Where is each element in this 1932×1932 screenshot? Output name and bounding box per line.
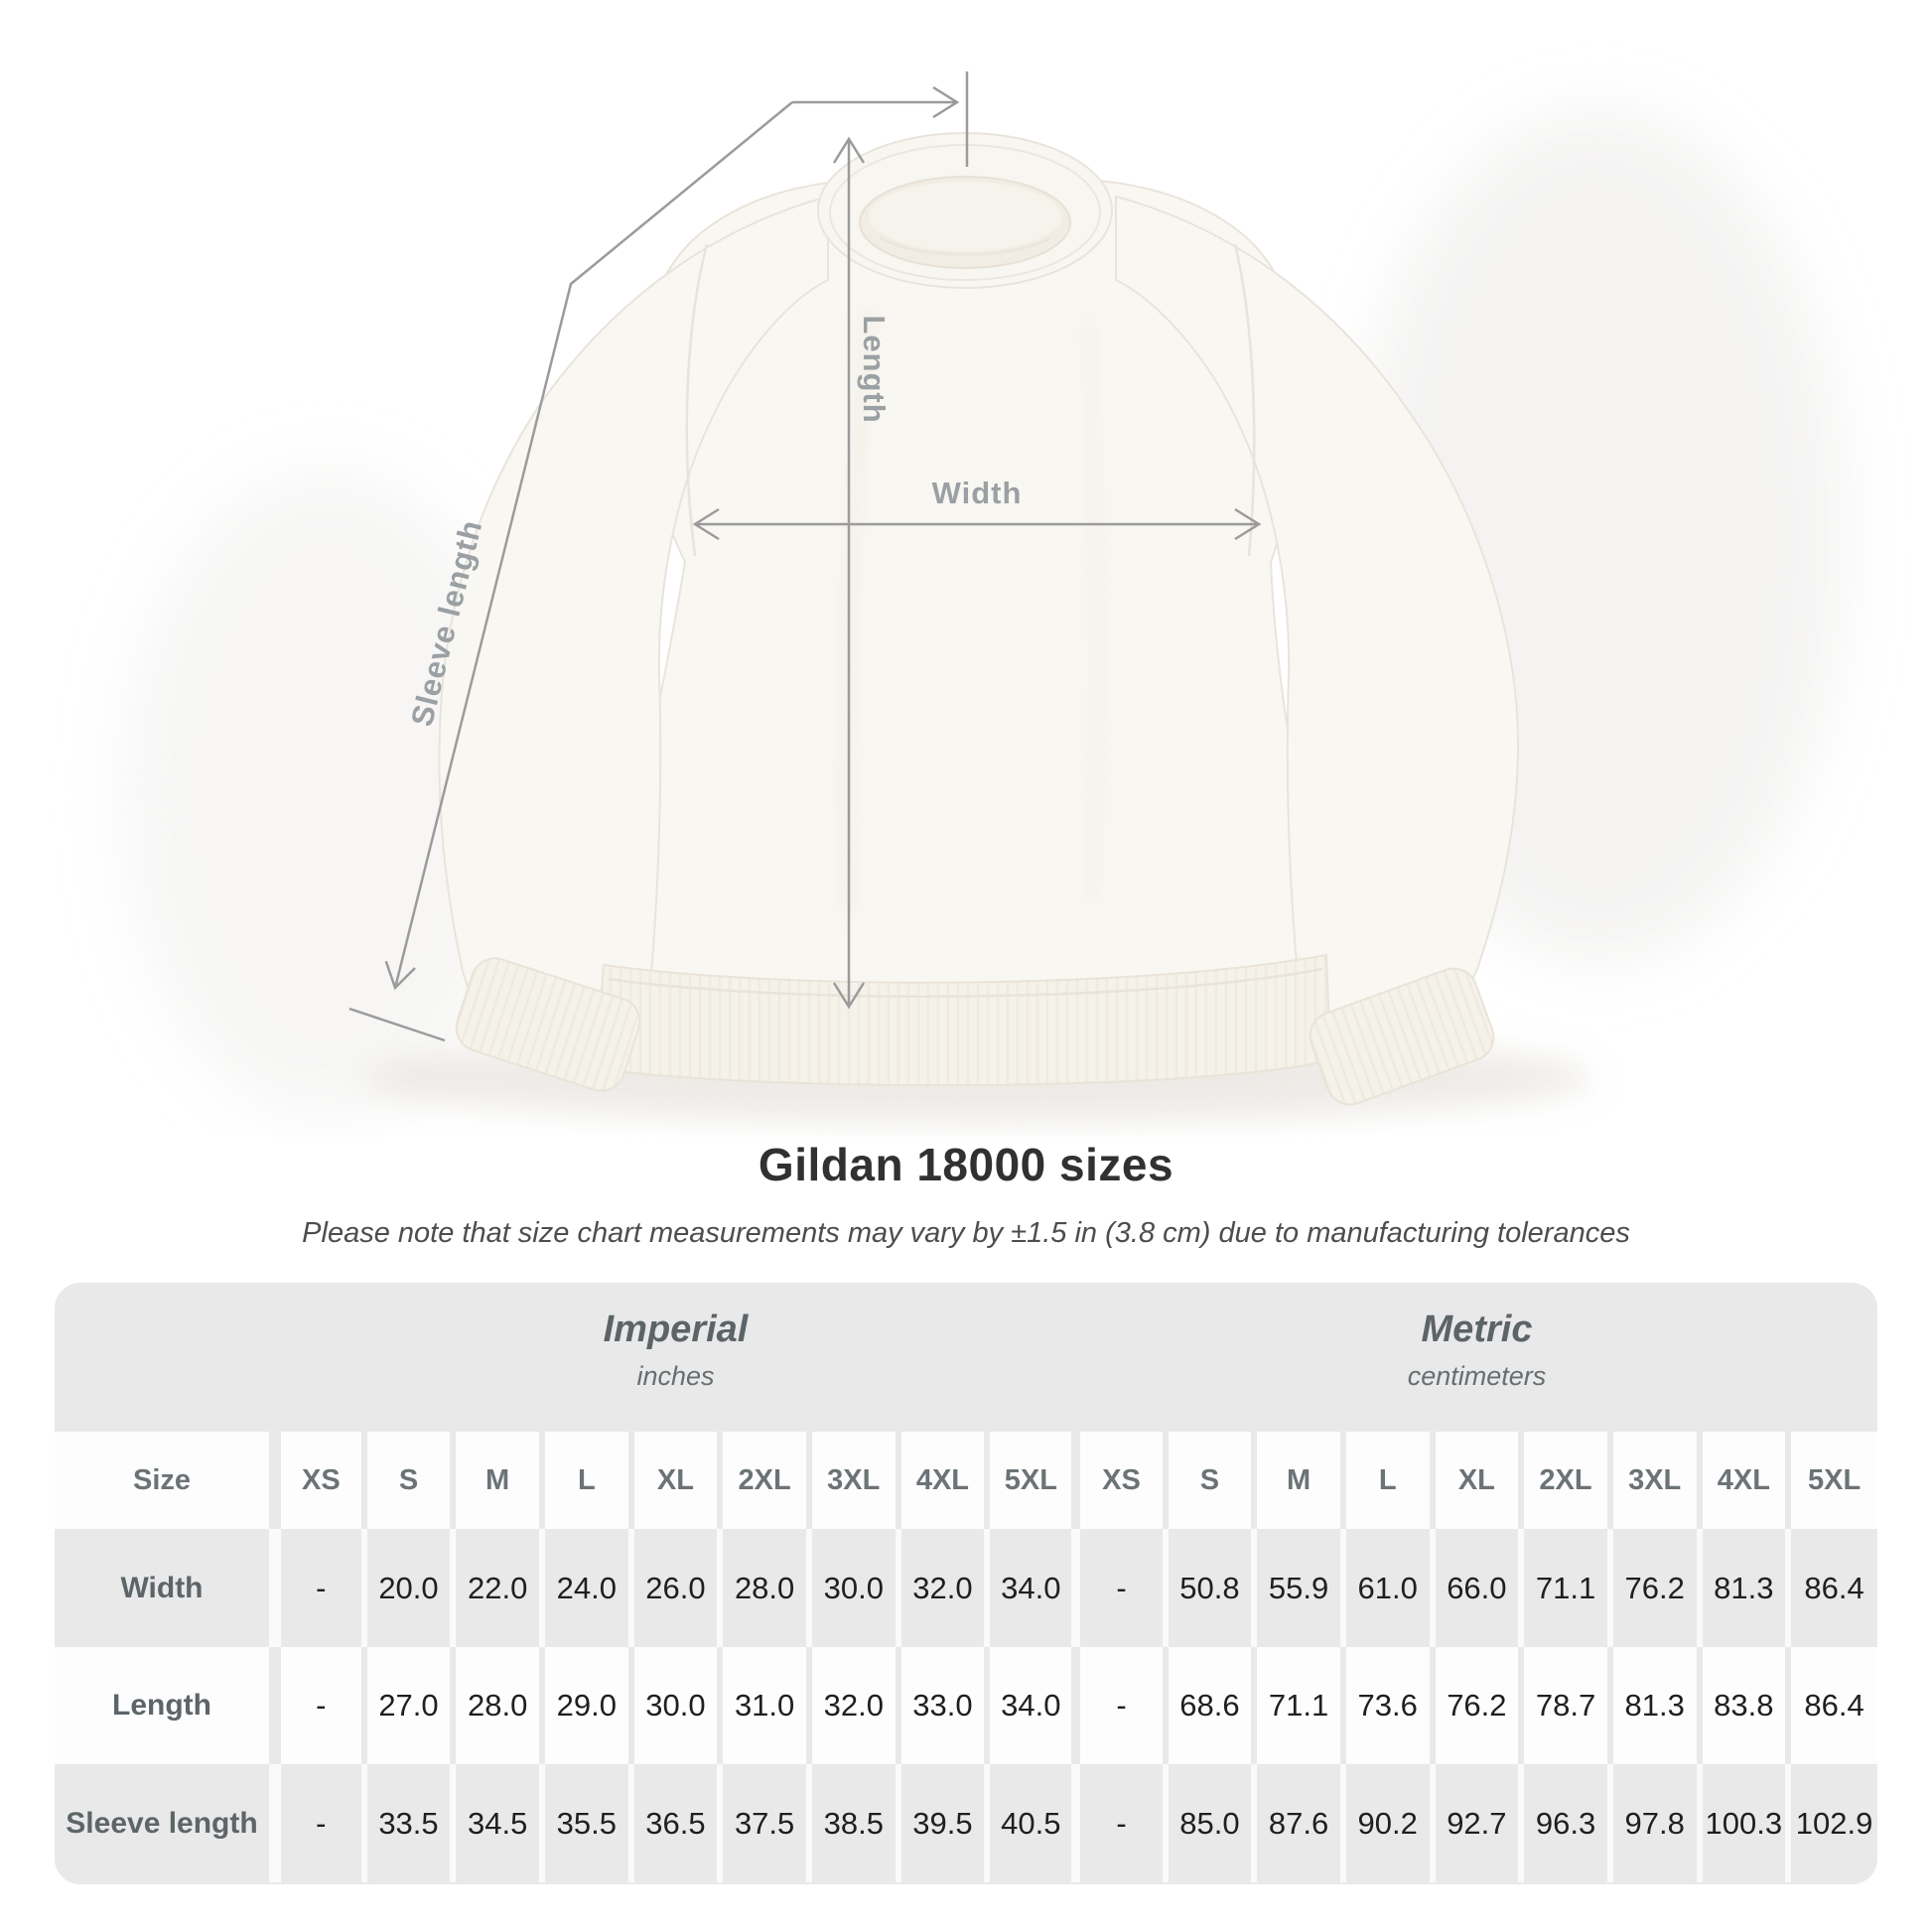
cell: 66.0 bbox=[1433, 1529, 1522, 1647]
imperial-section-header bbox=[275, 1283, 1076, 1432]
cell: 31.0 bbox=[720, 1647, 809, 1764]
metric-label: Metric bbox=[1421, 1309, 1533, 1350]
metric-size-header: M bbox=[1254, 1432, 1343, 1529]
cell: - bbox=[1076, 1647, 1166, 1764]
cell: 71.1 bbox=[1521, 1529, 1610, 1647]
imperial-size-header: L bbox=[542, 1432, 631, 1529]
table-row-sleeve-length bbox=[55, 1764, 1877, 1882]
cell: 76.2 bbox=[1610, 1529, 1700, 1647]
imperial-size-header: 4XL bbox=[898, 1432, 988, 1529]
cell: 86.4 bbox=[1788, 1647, 1877, 1764]
cell: 81.3 bbox=[1700, 1529, 1789, 1647]
cell: - bbox=[275, 1647, 364, 1764]
imperial-size-header: XL bbox=[631, 1432, 721, 1529]
cell: 87.6 bbox=[1254, 1764, 1343, 1882]
cell: 71.1 bbox=[1254, 1647, 1343, 1764]
cell: 28.0 bbox=[453, 1647, 542, 1764]
cell: 33.0 bbox=[898, 1647, 988, 1764]
cell: 85.0 bbox=[1166, 1764, 1255, 1882]
sleeve-length-label: Sleeve length bbox=[404, 515, 489, 730]
imperial-size-header: S bbox=[364, 1432, 454, 1529]
length-label: Length bbox=[856, 315, 892, 424]
cell: 32.0 bbox=[898, 1529, 988, 1647]
cell: 96.3 bbox=[1521, 1764, 1610, 1882]
cell: 32.0 bbox=[809, 1647, 898, 1764]
cell: 39.5 bbox=[898, 1764, 988, 1882]
cell: 36.5 bbox=[631, 1764, 721, 1882]
cell: 83.8 bbox=[1700, 1647, 1789, 1764]
cell: 76.2 bbox=[1433, 1647, 1522, 1764]
cell: 97.8 bbox=[1610, 1764, 1700, 1882]
cell: 27.0 bbox=[364, 1647, 454, 1764]
metric-size-header: L bbox=[1343, 1432, 1433, 1529]
imperial-label: Imperial bbox=[603, 1309, 749, 1350]
table-row-length bbox=[55, 1647, 1877, 1764]
cell: 28.0 bbox=[720, 1529, 809, 1647]
metric-size-header: XL bbox=[1433, 1432, 1522, 1529]
imperial-size-header: M bbox=[453, 1432, 542, 1529]
imperial-sublabel: inches bbox=[636, 1361, 715, 1391]
tolerance-note: Please note that size chart measurements may vary by ±1.5 in (3.8 cm) due to manufacturing tolerances bbox=[302, 1217, 1630, 1249]
cell: 35.5 bbox=[542, 1764, 631, 1882]
cell: 81.3 bbox=[1610, 1647, 1700, 1764]
table-row-width bbox=[55, 1529, 1877, 1647]
cell: 40.5 bbox=[987, 1764, 1076, 1882]
metric-size-header: S bbox=[1166, 1432, 1255, 1529]
cell: 34.0 bbox=[987, 1647, 1076, 1764]
cell: 86.4 bbox=[1788, 1529, 1877, 1647]
cell: 34.5 bbox=[453, 1764, 542, 1882]
cell: 34.0 bbox=[987, 1529, 1076, 1647]
imperial-size-header: 3XL bbox=[809, 1432, 898, 1529]
cell: 30.0 bbox=[809, 1529, 898, 1647]
cell: 30.0 bbox=[631, 1647, 721, 1764]
cell: 26.0 bbox=[631, 1529, 721, 1647]
cell: 24.0 bbox=[542, 1529, 631, 1647]
cell: - bbox=[275, 1529, 364, 1647]
cell: - bbox=[1076, 1764, 1166, 1882]
metric-size-header: 4XL bbox=[1700, 1432, 1789, 1529]
cell: 33.5 bbox=[364, 1764, 454, 1882]
unit-sections-band bbox=[55, 1283, 1877, 1432]
size-table-container bbox=[55, 1283, 1877, 1884]
crewneck-collar bbox=[818, 133, 1112, 288]
cell: 73.6 bbox=[1343, 1647, 1433, 1764]
cell: 90.2 bbox=[1343, 1764, 1433, 1882]
cell: 100.3 bbox=[1700, 1764, 1789, 1882]
metric-sublabel: centimeters bbox=[1407, 1361, 1547, 1391]
metric-size-header: XS bbox=[1076, 1432, 1166, 1529]
size-table bbox=[55, 1432, 1877, 1882]
imperial-size-header: 2XL bbox=[720, 1432, 809, 1529]
page-title: Gildan 18000 sizes bbox=[758, 1139, 1174, 1190]
size-column-header: Size bbox=[55, 1432, 275, 1529]
width-label: Width bbox=[931, 476, 1023, 510]
cell: 29.0 bbox=[542, 1647, 631, 1764]
cell: - bbox=[1076, 1529, 1166, 1647]
cell: 55.9 bbox=[1254, 1529, 1343, 1647]
row-label: Length bbox=[55, 1647, 275, 1764]
cell: - bbox=[275, 1764, 364, 1882]
metric-size-header: 5XL bbox=[1788, 1432, 1877, 1529]
cell: 20.0 bbox=[364, 1529, 454, 1647]
cell: 68.6 bbox=[1166, 1647, 1255, 1764]
cell: 78.7 bbox=[1521, 1647, 1610, 1764]
cell: 37.5 bbox=[720, 1764, 809, 1882]
cell: 50.8 bbox=[1166, 1529, 1255, 1647]
row-label: Sleeve length bbox=[55, 1764, 275, 1882]
cell: 38.5 bbox=[809, 1764, 898, 1882]
row-label: Width bbox=[55, 1529, 275, 1647]
metric-section-header bbox=[1076, 1283, 1877, 1432]
imperial-size-header: XS bbox=[275, 1432, 364, 1529]
cell: 61.0 bbox=[1343, 1529, 1433, 1647]
sweatshirt-photo bbox=[439, 133, 1518, 1111]
cell: 102.9 bbox=[1788, 1764, 1877, 1882]
cell: 22.0 bbox=[453, 1529, 542, 1647]
metric-size-header: 3XL bbox=[1610, 1432, 1700, 1529]
size-header-row bbox=[55, 1432, 1877, 1529]
metric-size-header: 2XL bbox=[1521, 1432, 1610, 1529]
imperial-size-header: 5XL bbox=[987, 1432, 1076, 1529]
cell: 92.7 bbox=[1433, 1764, 1522, 1882]
